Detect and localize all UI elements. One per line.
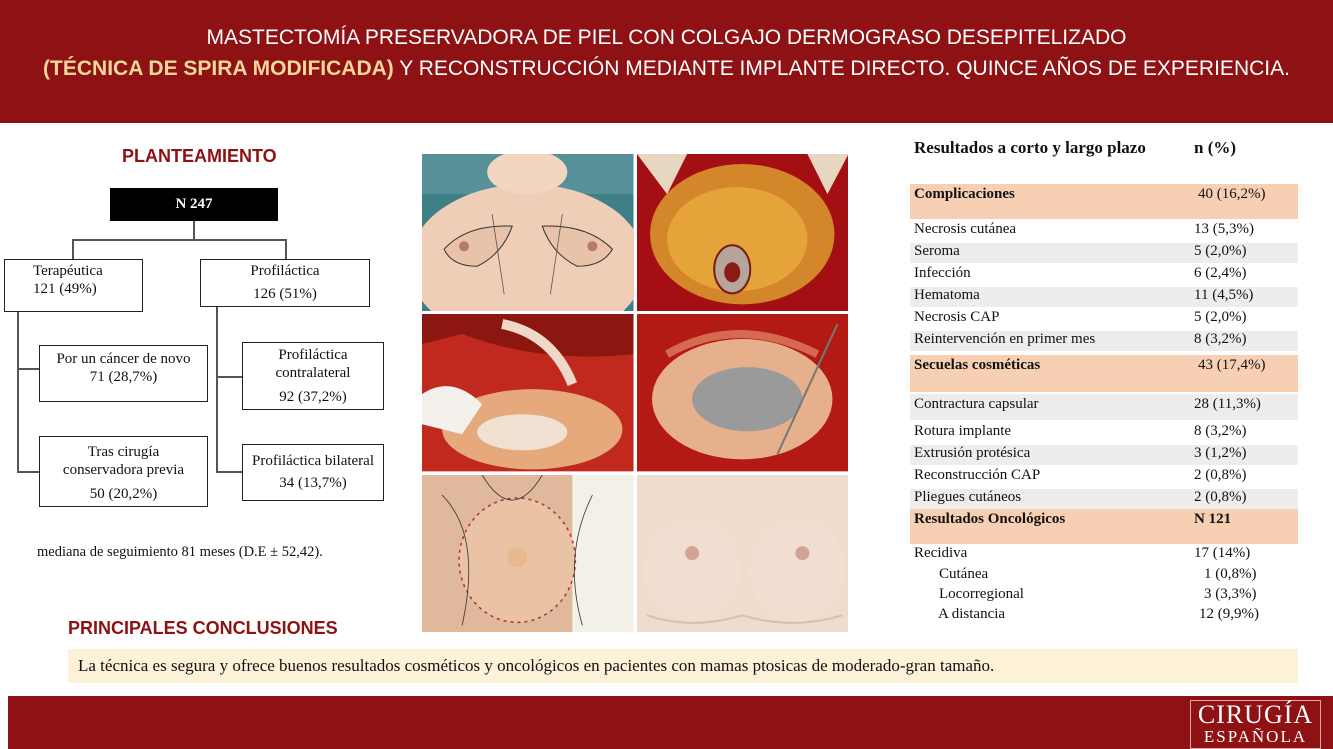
table-row bbox=[910, 265, 1298, 285]
row-label: Reconstrucción CAP bbox=[914, 467, 1041, 483]
terapeutica-label: Terapéutica bbox=[33, 263, 103, 279]
row-value: N 121 bbox=[1194, 511, 1232, 527]
row-value: 5 (2,0%) bbox=[1194, 243, 1247, 259]
photo-postop-result bbox=[637, 475, 849, 632]
table-row bbox=[910, 545, 1298, 565]
row-label: A distancia bbox=[938, 606, 1006, 622]
connector-line bbox=[216, 376, 242, 378]
row-label: Resultados Oncológicos bbox=[914, 511, 1066, 527]
conclusions-title: PRINCIPALES CONCLUSIONES bbox=[68, 618, 338, 638]
row-value: 8 (3,2%) bbox=[1194, 331, 1247, 347]
table-row bbox=[910, 221, 1298, 241]
row-label: Extrusión protésica bbox=[914, 445, 1031, 461]
contralateral-label-2: contralateral bbox=[275, 365, 351, 381]
connector-line bbox=[193, 221, 195, 239]
table-row bbox=[910, 586, 1298, 606]
header-banner bbox=[0, 0, 1333, 123]
table-row bbox=[910, 309, 1298, 329]
table-row bbox=[910, 355, 1298, 392]
terapeutica-value: 121 (49%) bbox=[33, 281, 97, 297]
photo-sutures bbox=[422, 475, 634, 632]
row-value: 17 (14%) bbox=[1194, 545, 1251, 561]
root-count-box: N 247 bbox=[110, 188, 278, 221]
row-label: Recidiva bbox=[914, 545, 968, 561]
profilactica-label: Profiláctica bbox=[250, 263, 320, 279]
conclusion-box bbox=[68, 649, 1298, 683]
table-row bbox=[910, 243, 1298, 263]
title-line-2 bbox=[0, 57, 1333, 81]
connector-line bbox=[216, 306, 218, 472]
row-value: 28 (11,3%) bbox=[1194, 396, 1261, 412]
tras-cirugia-label-1: Tras cirugía bbox=[87, 444, 160, 460]
cancer-novo-box bbox=[39, 345, 208, 402]
table-row bbox=[910, 467, 1298, 487]
table-row bbox=[910, 566, 1298, 586]
tras-cirugia-value: 50 (20,2%) bbox=[89, 486, 158, 502]
profilactica-value: 126 (51%) bbox=[253, 286, 317, 302]
bilateral-value: 34 (13,7%) bbox=[279, 475, 347, 491]
title-rest: Y RECONSTRUCCIÓN MEDIANTE IMPLANTE DIRECTO. QUINCE AÑOS DE EXPERIENCIA. bbox=[393, 57, 1290, 80]
table-row bbox=[910, 394, 1298, 420]
profilactica-box bbox=[200, 259, 370, 307]
tras-cirugia-box bbox=[39, 436, 208, 507]
table-row bbox=[910, 445, 1298, 465]
contralateral-box bbox=[242, 342, 384, 410]
connector-line bbox=[285, 239, 287, 259]
bilateral-box bbox=[242, 444, 384, 501]
row-value: 13 (5,3%) bbox=[1194, 221, 1254, 237]
row-value: 3 (3,3%) bbox=[1204, 586, 1257, 602]
connector-line bbox=[17, 368, 39, 370]
row-label: Secuelas cosméticas bbox=[914, 357, 1041, 373]
title-line-1: MASTECTOMÍA PRESERVADORA DE PIEL CON COLGAJO DERMOGRASO DESEPITELIZADO bbox=[206, 26, 1127, 49]
row-value: 3 (1,2%) bbox=[1194, 445, 1247, 461]
followup-note: mediana de seguimiento 81 meses (D.E ± 52,42). bbox=[37, 544, 323, 560]
row-value: 8 (3,2%) bbox=[1194, 423, 1247, 439]
photo-implant-placement bbox=[637, 314, 849, 471]
journal-logo bbox=[1190, 700, 1321, 749]
footer-banner bbox=[8, 696, 1333, 749]
connector-line bbox=[216, 471, 242, 473]
contralateral-label-1: Profiláctica bbox=[278, 347, 348, 363]
table-row bbox=[910, 287, 1298, 307]
row-value: 43 (17,4%) bbox=[1198, 357, 1266, 373]
contralateral-value: 92 (37,2%) bbox=[279, 389, 347, 405]
connector-line bbox=[72, 239, 286, 241]
row-label: Seroma bbox=[914, 243, 960, 259]
table-row bbox=[910, 606, 1298, 626]
row-value: 2 (0,8%) bbox=[1194, 467, 1247, 483]
conclusion-text: La técnica es segura y ofrece buenos resultados cosméticos y oncológicos en pacientes con mamas ptosicas de moderado-gran tamaño. bbox=[78, 656, 995, 675]
row-label: Complicaciones bbox=[914, 186, 1015, 202]
connector-line bbox=[17, 312, 19, 472]
terapeutica-box bbox=[4, 259, 143, 312]
surgical-photo-grid bbox=[422, 154, 848, 630]
photo-flap-dissection bbox=[422, 314, 634, 471]
row-label: Hematoma bbox=[914, 287, 980, 303]
planteamiento-title: PLANTEAMIENTO bbox=[122, 146, 277, 166]
row-label: Infección bbox=[914, 265, 971, 281]
row-value: 11 (4,5%) bbox=[1194, 287, 1254, 303]
row-value: 6 (2,4%) bbox=[1194, 265, 1247, 281]
logo-line-2: ESPAÑOLA bbox=[1203, 727, 1308, 746]
connector-line bbox=[17, 471, 39, 473]
title-highlight: (TÉCNICA DE SPIRA MODIFICADA) bbox=[43, 57, 394, 80]
row-value: 1 (0,8%) bbox=[1204, 566, 1257, 582]
table-row bbox=[910, 184, 1298, 219]
tras-cirugia-label-2: conservadora previa bbox=[62, 462, 185, 478]
connector-line bbox=[72, 239, 74, 259]
row-label: Contractura capsular bbox=[914, 396, 1039, 412]
results-heading-n: n (%) bbox=[1194, 138, 1237, 157]
table-row bbox=[910, 423, 1298, 443]
photo-preop-markings bbox=[422, 154, 634, 311]
row-label: Locorregional bbox=[939, 586, 1024, 602]
row-value: 2 (0,8%) bbox=[1194, 489, 1247, 505]
row-label: Necrosis CAP bbox=[914, 309, 1000, 325]
cancer-novo-value: 71 (28,7%) bbox=[89, 369, 158, 385]
row-label: Necrosis cutánea bbox=[914, 221, 1017, 237]
photo-deepithelialized-flap bbox=[637, 154, 849, 311]
row-label: Cutánea bbox=[939, 566, 989, 582]
table-row bbox=[910, 489, 1298, 509]
row-value: 40 (16,2%) bbox=[1198, 186, 1266, 202]
row-label: Reintervención en primer mes bbox=[914, 331, 1096, 347]
bilateral-label: Profiláctica bilateral bbox=[251, 453, 375, 469]
results-heading: Resultados a corto y largo plazo bbox=[914, 138, 1146, 157]
row-value: 5 (2,0%) bbox=[1194, 309, 1247, 325]
row-value: 12 (9,9%) bbox=[1199, 606, 1259, 622]
logo-line-1: CIRUGÍA bbox=[1197, 700, 1314, 729]
row-label: Rotura implante bbox=[914, 423, 1012, 439]
table-row bbox=[910, 331, 1298, 351]
cancer-novo-label: Por un cáncer de novo bbox=[56, 351, 191, 367]
row-label: Pliegues cutáneos bbox=[914, 489, 1022, 505]
table-row bbox=[910, 509, 1298, 544]
